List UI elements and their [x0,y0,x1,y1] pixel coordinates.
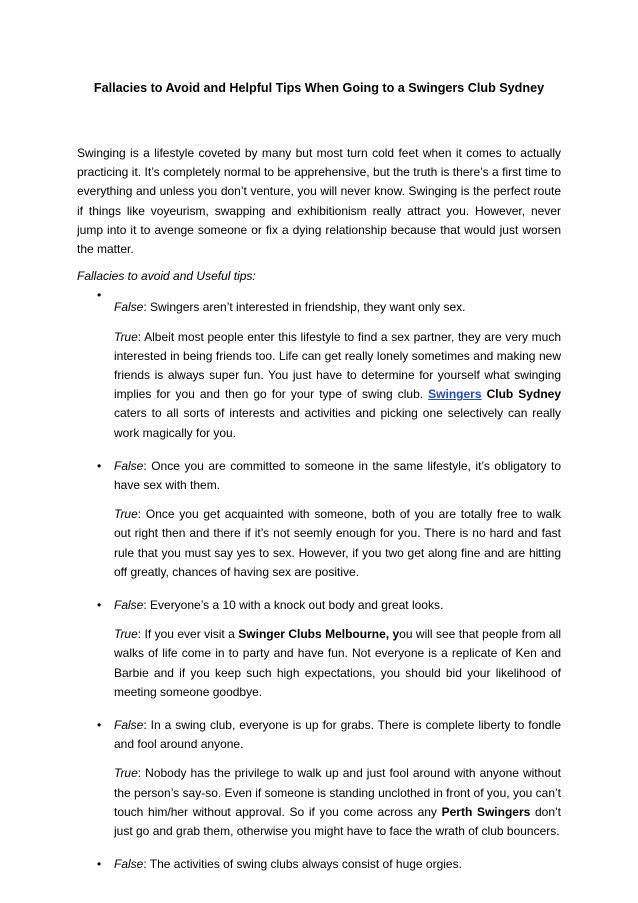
true-text: : Once you get acquainted with someone, both of you are totally free to walk out right then and there if it’s not seemly enough for you. There is no hard and fast rule that you must say yes to sex. However, if you two get along fine and are hitting off greatly, chances of having sex are positive. [114,507,561,579]
false-statement [97,286,561,317]
swinger-clubs-melbourne-text: Swinger Clubs Melbourne, y [238,627,400,642]
false-statement [97,582,561,615]
false-statement [97,841,561,874]
true-text: : Nobody has the privilege to walk up and just fool around with anyone without the person’s say-so. Even if someone is standing unclothed in front of you, you can’t touch him/her without approval. So if you come across any [114,766,561,819]
true-label: True [114,766,138,781]
list-item [77,841,561,874]
true-text: : If you ever visit a [137,627,239,642]
true-statement [114,318,561,443]
intro-paragraph: Swinging is a lifestyle coveted by many but most turn cold feet when it comes to actually practicing it. It’s completely normal to be apprehensive, but the truth is there’s a first time to everything and unless you don’t venture, you will never know. Swinging is the perfect route if things like voyeurism, swapping and exhibitionism really attract you. However, never jump into it to avenge someone or fix a dying relationship because that would just worsen the matter. [77,146,561,257]
false-statement [97,702,561,754]
false-label: False [114,458,144,473]
true-label: True [114,627,138,642]
false-text: : Swingers aren’t interested in friendship, they want only sex. [143,300,466,315]
bullet-icon: • [97,458,102,473]
true-label: True [114,329,138,344]
true-statement [114,754,561,841]
list-item [77,286,561,442]
bullet-icon: • [97,598,102,613]
true-statement [114,615,561,702]
false-text: : Once you are committed to someone in the same lifestyle, it’s obligatory to have sex with them. [114,458,561,493]
true-label: True [114,507,138,522]
perth-swingers-text: Perth Swingers [441,804,531,819]
swingers-link[interactable]: Swingers [428,387,482,402]
false-text: : In a swing club, everyone is up for grabs. There is complete liberty to fondle and fool around anyone. [114,718,561,752]
true-tail-text: caters to all sorts of interests and activities and picking one selectively can really work magically for you. [114,406,561,440]
true-text: : Albeit most people enter this lifestyle to find a sex partner, they are very much interested in being friends too. Life can get really lonely sometimes and making new friends is always super fun. You just have to determine for yourself what swinging implies for you and then go for your type of swing club. [114,329,561,402]
false-label: False [114,300,144,315]
false-label: False [114,857,144,872]
list-item [77,443,561,582]
tips-list [77,286,561,874]
true-tail-text: don’t just go and grab them, otherwise you might have to face the wrath of club bouncers. [114,804,561,839]
bullet-icon: • [97,718,102,733]
false-statement [97,443,561,495]
true-statement [114,495,561,582]
list-item [77,702,561,841]
false-label: False [114,718,144,733]
bullet-icon: • [97,288,102,303]
subheading: Fallacies to avoid and Useful tips: [77,269,256,284]
list-item [77,582,561,702]
false-label: False [114,598,144,613]
club-sydney-text: Club Sydney [481,387,561,402]
false-text: : Everyone’s a 10 with a knock out body and great looks. [143,598,444,613]
bullet-icon: • [97,857,102,872]
true-tail-text: ou will see that people from all walks of life come in to party and have fun. Not everyone is a replicate of Ken and Barbie and if you keep such high expectations, you should bid your likelihood of meeting someone goodbye. [114,627,562,699]
page-title: Fallacies to Avoid and Helpful Tips When Going to a Swingers Club Sydney [93,81,545,95]
false-text: : The activities of swing clubs always consist of huge orgies. [143,857,462,872]
